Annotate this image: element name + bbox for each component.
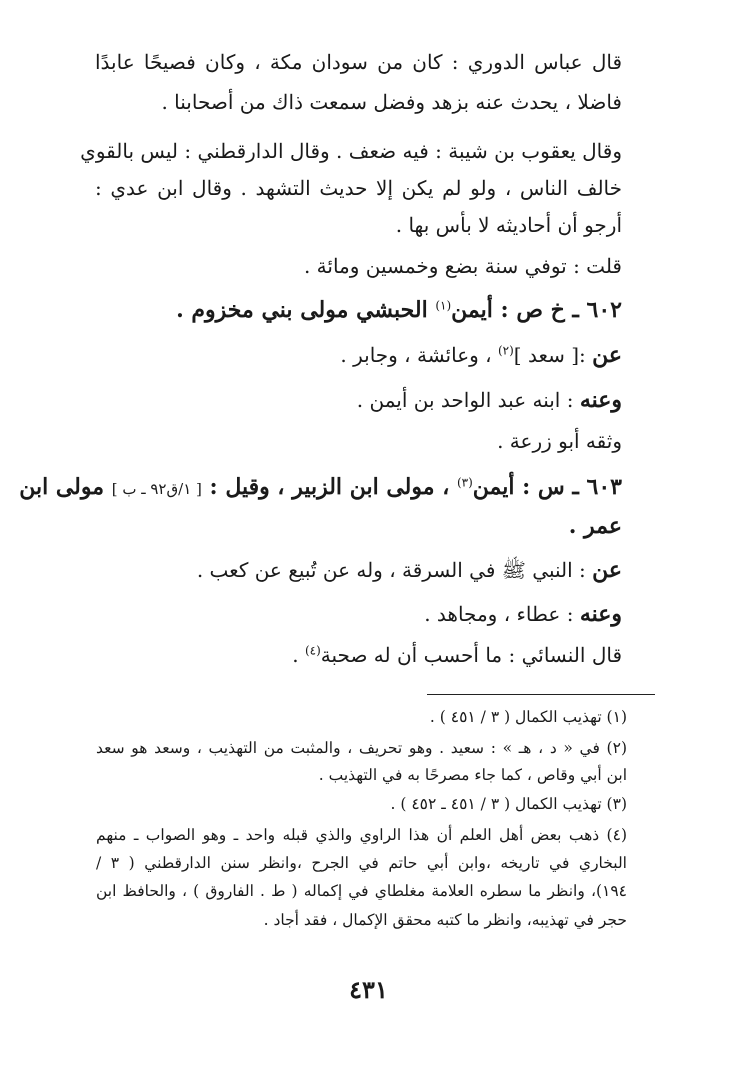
footnote-4-line-4: حجر في تهذيبه، وانظر ما كتبه محقق الإكمال ، فقد أجاد . bbox=[263, 911, 627, 929]
entry-603-by-text: : عطاء ، ومجاهد . bbox=[424, 602, 580, 626]
entry-602-from-line bbox=[340, 344, 622, 366]
body-line-5: أرجو أن أحاديثه لا بأس بها . bbox=[395, 213, 622, 237]
entry-603-tail: مولى ابن bbox=[19, 474, 112, 500]
entry-602-from-text-b: ، وعائشة ، وجابر . bbox=[340, 343, 498, 367]
from-label: عن bbox=[592, 342, 622, 368]
body-line-6: قلت : توفي سنة بضع وخمسين ومائة . bbox=[303, 254, 622, 278]
footnote-ref-3[interactable]: (٣) bbox=[456, 475, 473, 490]
entry-603-heading bbox=[19, 474, 622, 500]
body-line-1: قال عباس الدوري : كان من سودان مكة ، وكان فصيحًا عابدًا bbox=[95, 50, 622, 74]
nasai-end: . bbox=[292, 643, 305, 667]
entry-602-heading bbox=[176, 299, 622, 321]
body-line-4: خالف الناس ، ولو لم يكن إلا حديث التشهد . وقال ابن عدي : bbox=[95, 176, 622, 200]
entry-602-by-line bbox=[357, 389, 622, 411]
footnote-2-line-2: ابن أبي وقاص ، كما جاء مصرحًا به في التهذيب . bbox=[318, 766, 627, 784]
entry-602-head: ٦٠٢ ـ خ ص : أيمن bbox=[451, 297, 622, 323]
entry-603-nasai-line bbox=[292, 645, 622, 665]
from-label-2: عن bbox=[592, 557, 622, 583]
manuscript-reference: [ ١/ق٩٢ ـ ب ] bbox=[111, 480, 202, 498]
page-number: ٤٣١ bbox=[349, 975, 388, 1004]
footnote-4-line-1: (٤) ذهب بعض أهل العلم أن هذا الراوي والذي قبله واحد ـ وهو الصواب ـ منهم bbox=[96, 826, 627, 844]
body-line-2: فاضلا ، يحدث عنه بزهد وفضل سمعت ذاك من أصحابنا . bbox=[161, 90, 622, 114]
nasai-text: قال النسائي : ما أحسب أن له صحبة bbox=[320, 643, 622, 667]
entry-602-by-text: : ابنه عبد الواحد بن أيمن . bbox=[356, 388, 580, 412]
footnote-divider bbox=[427, 694, 655, 695]
by-label: وعنه bbox=[579, 387, 622, 413]
body-line-3: وقال يعقوب بن شيبة : فيه ضعف . وقال الدارقطني : ليس بالقوي bbox=[80, 139, 622, 163]
footnote-4-line-3: ١٩٤)، وانظر ما سطره العلامة مغلطاي في إكماله ( ط . الفاروق ) ، والحافظ ابن bbox=[96, 882, 627, 900]
footnote-ref-4[interactable]: (٤) bbox=[304, 643, 321, 658]
footnote-3: (٣) تهذيب الكمال ( ٣ / ٤٥١ ـ ٤٥٢ ) . bbox=[390, 795, 627, 813]
entry-602-tail: الحبشي مولى بني مخزوم . bbox=[176, 297, 436, 323]
footnote-ref-1[interactable]: (١) bbox=[435, 298, 452, 313]
by-label-2: وعنه bbox=[579, 601, 622, 627]
entry-602-trust-line: وثقه أبو زرعة . bbox=[497, 429, 622, 453]
footnote-1: (١) تهذيب الكمال ( ٣ / ٤٥١ ) . bbox=[429, 708, 627, 726]
entry-603-continuation: عمر . bbox=[568, 513, 622, 539]
footnote-2-line-1: (٢) في « د ، هـ » : سعيد . وهو تحريف ، والمثبت من التهذيب ، وسعد هو سعد bbox=[96, 739, 627, 757]
footnote-ref-2[interactable]: (٢) bbox=[497, 343, 514, 358]
entry-602-from-text-a: :[ سعد ] bbox=[513, 343, 593, 367]
entry-603-head: ٦٠٣ ـ س : أيمن bbox=[472, 474, 622, 500]
entry-603-by-line bbox=[424, 603, 622, 625]
entry-603-middle: ، مولى ابن الزبير ، وقيل : bbox=[201, 474, 457, 500]
footnote-4-line-2: البخاري في تاريخه ،وابن أبي حاتم في الجرح ،وانظر سنن الدارقطني ( ٣ / bbox=[96, 854, 627, 872]
entry-603-from-line bbox=[197, 559, 622, 581]
entry-603-from-text: : النبي ﷺ في السرقة ، وله عن تُبيع عن كعب . bbox=[196, 558, 593, 582]
